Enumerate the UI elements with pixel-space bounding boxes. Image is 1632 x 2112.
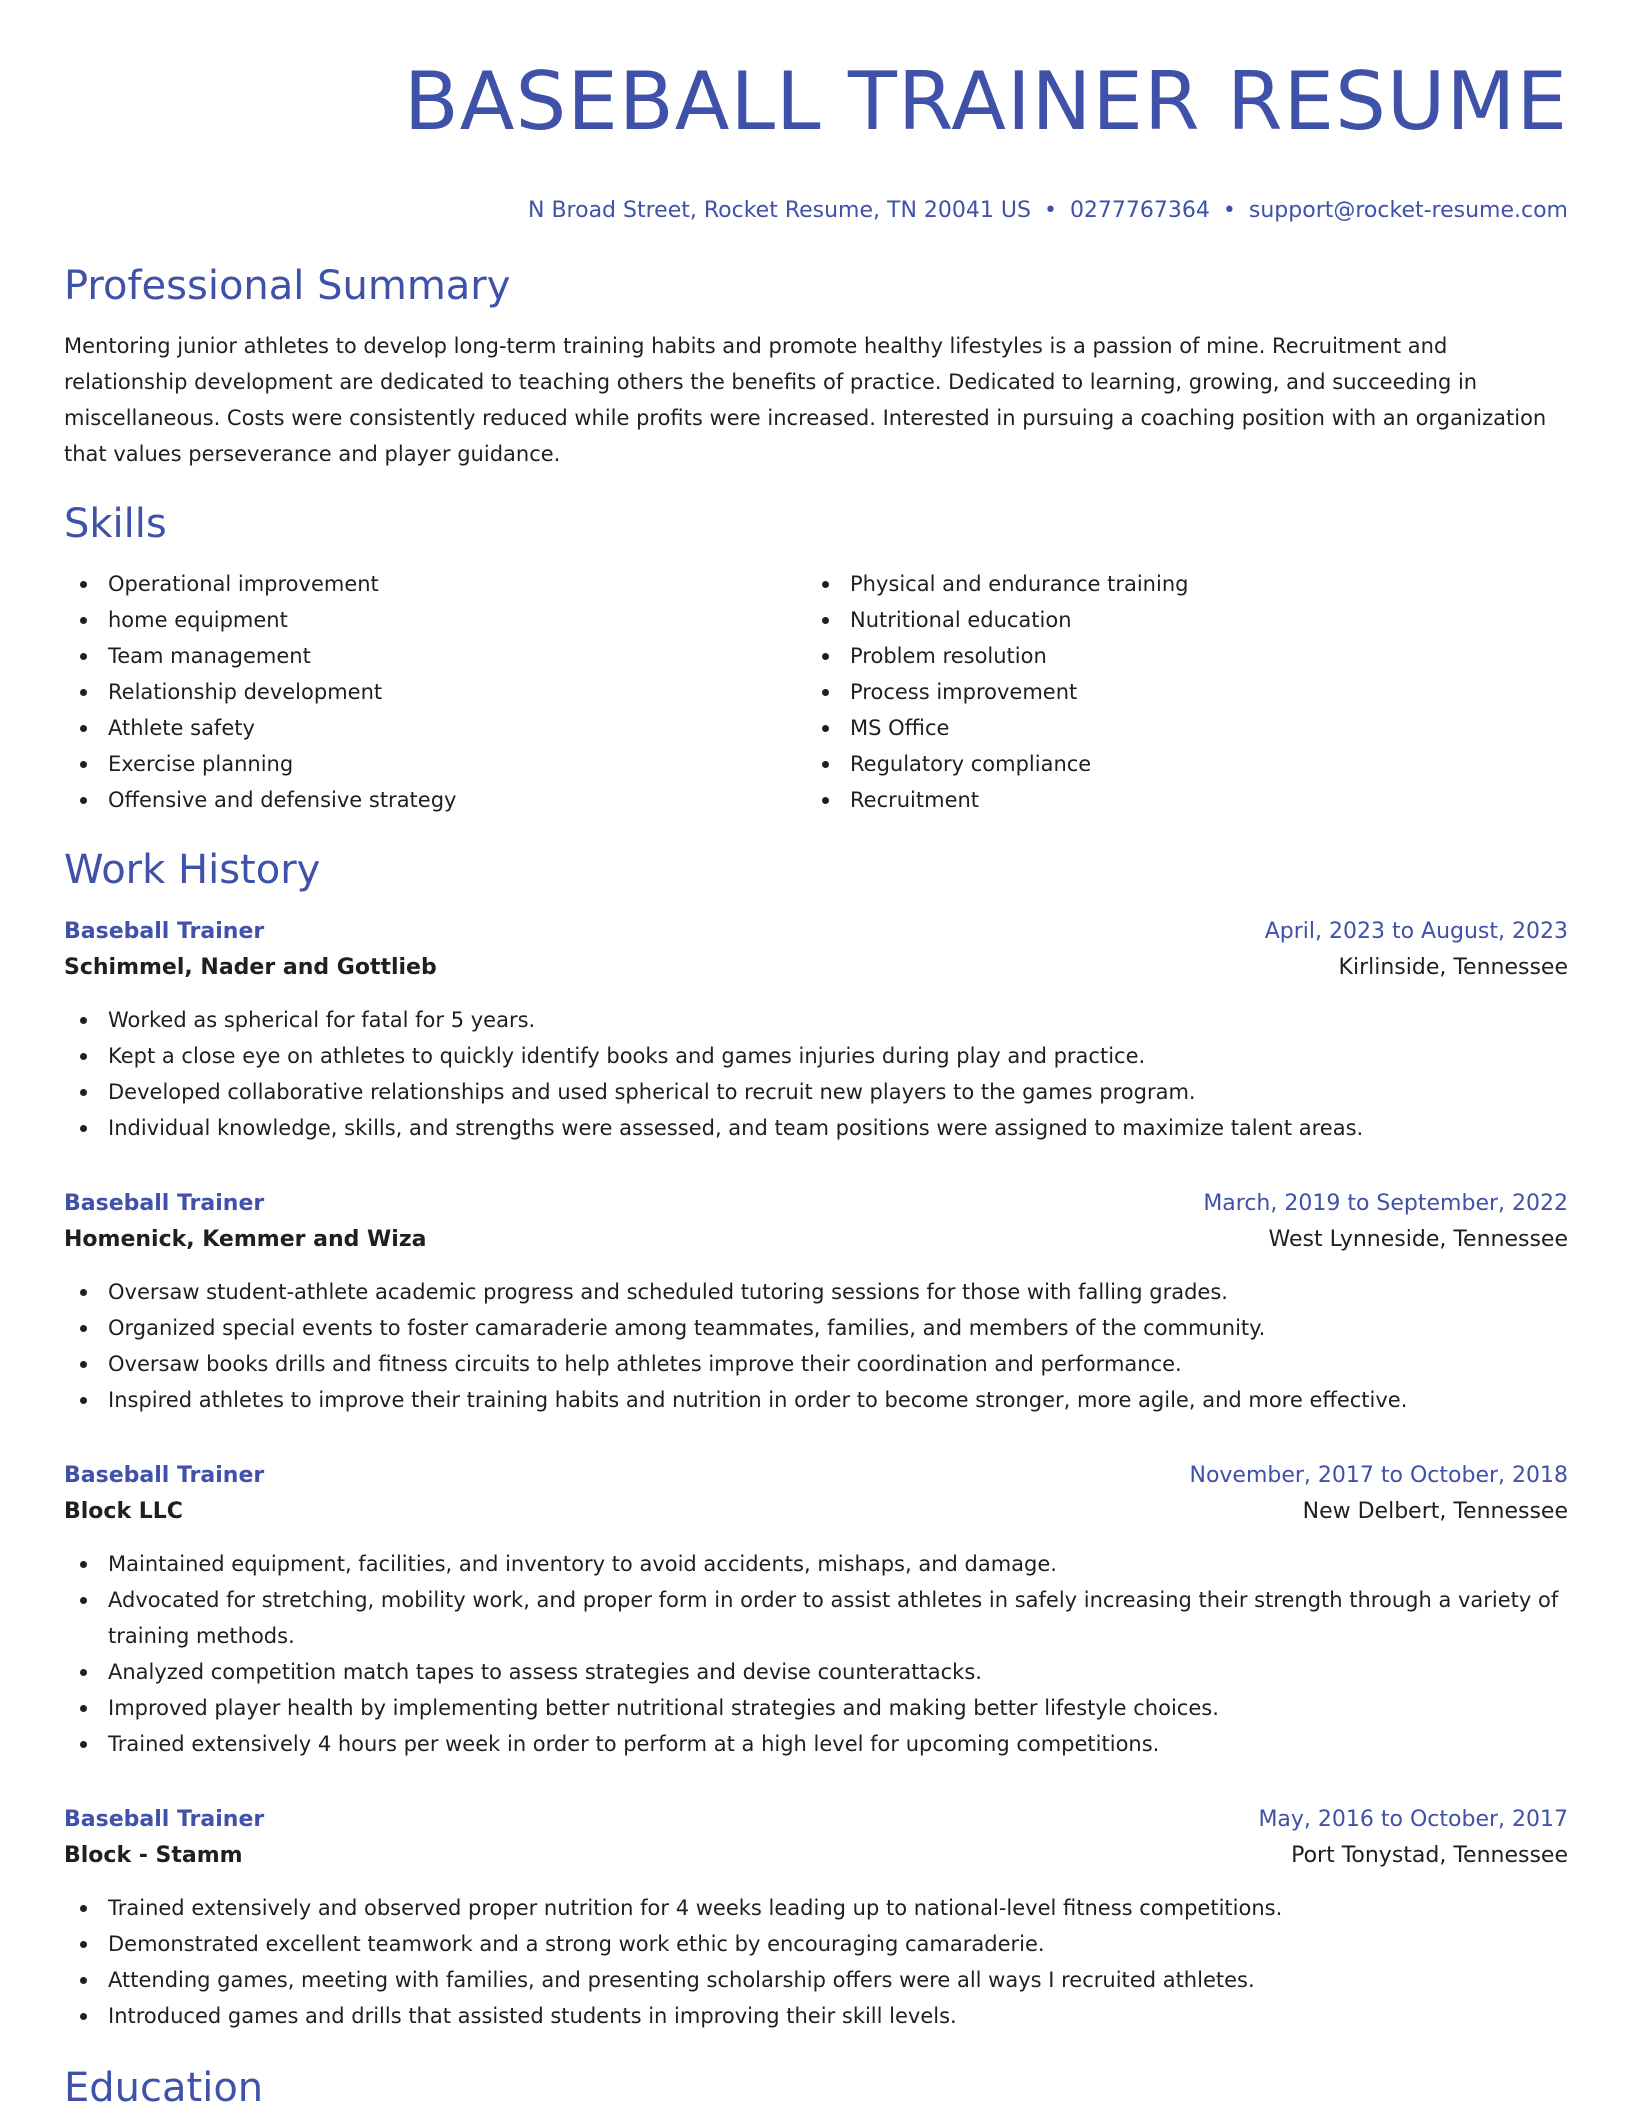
job-location: New Delbert, Tennessee bbox=[1302, 1499, 1568, 1524]
job-duty: Attending games, meeting with families, and presenting scholarship offers were all ways I recruited athletes. bbox=[64, 1962, 1568, 1998]
skill-item: Operational improvement bbox=[64, 566, 806, 602]
work-history-section bbox=[64, 844, 1568, 2034]
skills-column-right bbox=[806, 566, 1548, 818]
job-company-row bbox=[64, 1838, 1568, 1874]
job-entry bbox=[64, 1802, 1568, 2034]
job-dates: March, 2019 to September, 2022 bbox=[1203, 1191, 1568, 1216]
job-duty: Developed collaborative relationships and used spherical to recruit new players to the games program. bbox=[64, 1074, 1568, 1110]
job-title: Baseball Trainer bbox=[64, 1807, 265, 1832]
job-company: Schimmel, Nader and Gottlieb bbox=[64, 955, 437, 980]
contact-address: N Broad Street, Rocket Resume, TN 20041 US bbox=[528, 198, 1031, 223]
job-duties-list bbox=[64, 1890, 1568, 2034]
job-company: Homenick, Kemmer and Wiza bbox=[64, 1227, 427, 1252]
job-company: Block - Stamm bbox=[64, 1843, 243, 1868]
job-duty: Trained extensively 4 hours per week in order to perform at a high level for upcoming competitions. bbox=[64, 1726, 1568, 1762]
job-company-row bbox=[64, 1494, 1568, 1530]
skills-section bbox=[64, 498, 1568, 818]
job-company: Block LLC bbox=[64, 1499, 183, 1524]
job-duty: Trained extensively and observed proper nutrition for 4 weeks leading up to national-level fitness competitions. bbox=[64, 1890, 1568, 1926]
skills-grid bbox=[64, 566, 1568, 818]
job-duty: Maintained equipment, facilities, and inventory to avoid accidents, mishaps, and damage. bbox=[64, 1546, 1568, 1582]
skill-item: Regulatory compliance bbox=[806, 746, 1548, 782]
skill-item: Nutritional education bbox=[806, 602, 1548, 638]
job-location: West Lynneside, Tennessee bbox=[1268, 1227, 1568, 1252]
job-duty: Kept a close eye on athletes to quickly identify books and games injuries during play and practice. bbox=[64, 1038, 1568, 1074]
skills-list-left bbox=[64, 566, 806, 818]
job-duties-list bbox=[64, 1546, 1568, 1762]
job-dates: April, 2023 to August, 2023 bbox=[1264, 919, 1568, 944]
skill-item: Process improvement bbox=[806, 674, 1548, 710]
job-title: Baseball Trainer bbox=[64, 1191, 265, 1216]
job-header-row bbox=[64, 1186, 1568, 1222]
education-section bbox=[64, 2062, 1568, 2112]
job-duties-list bbox=[64, 1274, 1568, 1418]
contact-line bbox=[64, 196, 1568, 226]
summary-section bbox=[64, 260, 1568, 472]
resume-title: BASEBALL TRAINER RESUME bbox=[403, 55, 1568, 148]
skill-item: Recruitment bbox=[806, 782, 1548, 818]
job-duty: Oversaw books drills and fitness circuits to help athletes improve their coordination and performance. bbox=[64, 1346, 1568, 1382]
contact-email: support@rocket-resume.com bbox=[1248, 198, 1568, 223]
work-history-heading: Work History bbox=[64, 847, 321, 893]
job-duties-list bbox=[64, 1002, 1568, 1146]
contact-phone: 0277767364 bbox=[1069, 198, 1210, 223]
job-duty: Oversaw student-athlete academic progress and scheduled tutoring sessions for those with falling grades. bbox=[64, 1274, 1568, 1310]
job-duty: Organized special events to foster camaraderie among teammates, families, and members of the community. bbox=[64, 1310, 1568, 1346]
skill-item: Problem resolution bbox=[806, 638, 1548, 674]
skill-item: Physical and endurance training bbox=[806, 566, 1548, 602]
skill-item: Exercise planning bbox=[64, 746, 806, 782]
skills-column-left bbox=[64, 566, 806, 818]
job-header-row bbox=[64, 1458, 1568, 1494]
skill-item: Team management bbox=[64, 638, 806, 674]
skills-list-right bbox=[806, 566, 1548, 818]
job-company-row bbox=[64, 1222, 1568, 1258]
skill-item: Offensive and defensive strategy bbox=[64, 782, 806, 818]
skill-item: home equipment bbox=[64, 602, 806, 638]
skill-item: Relationship development bbox=[64, 674, 806, 710]
job-dates: November, 2017 to October, 2018 bbox=[1189, 1463, 1568, 1488]
job-location: Kirlinside, Tennessee bbox=[1338, 955, 1568, 980]
education-heading: Education bbox=[64, 2065, 264, 2111]
skills-heading: Skills bbox=[64, 501, 167, 547]
job-location: Port Tonystad, Tennessee bbox=[1291, 1843, 1568, 1868]
job-duty: Advocated for stretching, mobility work, and proper form in order to assist athletes in safely increasing their strength through a variety of training methods. bbox=[64, 1582, 1568, 1654]
job-entry bbox=[64, 1186, 1568, 1418]
job-duty: Introduced games and drills that assisted students in improving their skill levels. bbox=[64, 1998, 1568, 2034]
skill-item: MS Office bbox=[806, 710, 1548, 746]
job-duty: Worked as spherical for fatal for 5 years. bbox=[64, 1002, 1568, 1038]
summary-text: Mentoring junior athletes to develop long-term training habits and promote healthy lifestyles is a passion of mine. Recruitment and relationship development are dedicated to teaching others the benefits of practice. Dedicated to learning, growing, and succeeding in miscellaneous. Costs were consistently reduced while profits were increased. Interested in pursuing a coaching position with an organization that values perseverance and player guidance. bbox=[64, 334, 1547, 466]
job-duty: Inspired athletes to improve their training habits and nutrition in order to become stronger, more agile, and more effective. bbox=[64, 1382, 1568, 1418]
skill-item: Athlete safety bbox=[64, 710, 806, 746]
job-header-row bbox=[64, 914, 1568, 950]
job-entry bbox=[64, 914, 1568, 1146]
job-duty: Analyzed competition match tapes to assess strategies and devise counterattacks. bbox=[64, 1654, 1568, 1690]
contact-separator: • bbox=[1043, 198, 1057, 223]
contact-separator: • bbox=[1222, 198, 1236, 223]
job-company-row bbox=[64, 950, 1568, 986]
job-title: Baseball Trainer bbox=[64, 919, 265, 944]
job-header-row bbox=[64, 1802, 1568, 1838]
job-title: Baseball Trainer bbox=[64, 1463, 265, 1488]
job-duty: Improved player health by implementing better nutritional strategies and making better lifestyle choices. bbox=[64, 1690, 1568, 1726]
summary-heading: Professional Summary bbox=[64, 263, 511, 309]
resume-header bbox=[64, 0, 1568, 226]
job-duty: Demonstrated excellent teamwork and a strong work ethic by encouraging camaraderie. bbox=[64, 1926, 1568, 1962]
job-duty: Individual knowledge, skills, and strengths were assessed, and team positions were assigned to maximize talent areas. bbox=[64, 1110, 1568, 1146]
job-dates: May, 2016 to October, 2017 bbox=[1258, 1807, 1568, 1832]
job-entry bbox=[64, 1458, 1568, 1762]
